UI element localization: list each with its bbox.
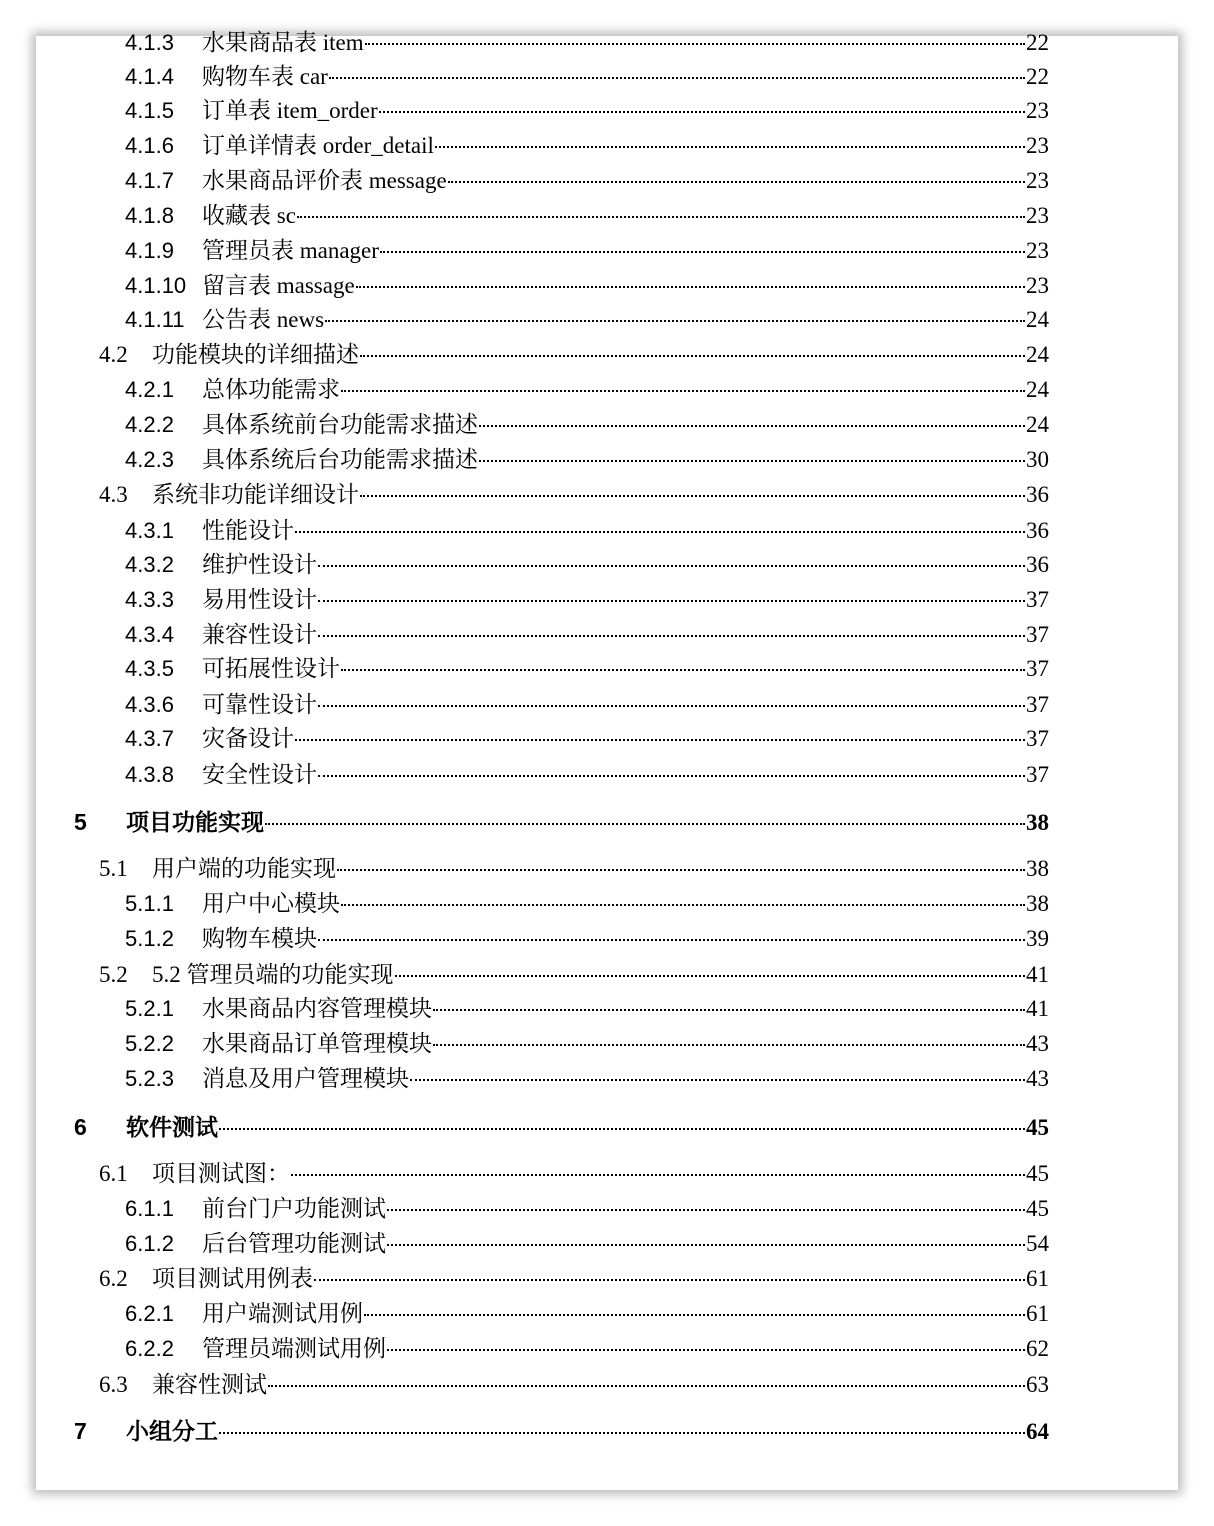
toc-entry-title: 水果商品表 item xyxy=(202,30,364,55)
toc-entry-4-3-6[interactable] xyxy=(125,690,1049,720)
toc-entry-title: 水果商品评价表 message xyxy=(202,168,447,193)
dot-leader xyxy=(341,669,1025,671)
toc-entry-page-number: 24 xyxy=(1026,377,1049,402)
toc-entry-page-number: 43 xyxy=(1026,1031,1049,1056)
dot-leader xyxy=(356,286,1025,288)
toc-entry-title: 公告表 news xyxy=(202,307,325,332)
dot-leader xyxy=(295,739,1025,741)
toc-entry-page-number: 41 xyxy=(1026,996,1049,1021)
dot-leader xyxy=(387,1349,1025,1351)
toc-entry-number: 5 xyxy=(74,809,87,835)
toc-entry-page-number: 36 xyxy=(1026,518,1049,543)
toc-entry-page-number: 38 xyxy=(1026,856,1049,881)
toc-entry-title: 小组分工 xyxy=(126,1419,218,1444)
toc-entry-title: 项目测试用例表 xyxy=(152,1266,313,1291)
toc-entry-title: 留言表 massage xyxy=(202,273,355,298)
toc-entry-page-number: 37 xyxy=(1026,726,1049,751)
toc-entry-number: 5.1.1 xyxy=(125,891,174,916)
toc-entry-page-number: 30 xyxy=(1026,447,1049,472)
toc-entry-page-number: 22 xyxy=(1026,30,1049,55)
toc-entry-4-2-1[interactable] xyxy=(125,375,1049,405)
toc-entry-page-number: 45 xyxy=(1026,1161,1049,1186)
dot-leader xyxy=(219,1432,1025,1434)
dot-leader xyxy=(318,565,1025,567)
toc-entry-number: 4.3.3 xyxy=(125,587,174,612)
toc-entry-number: 6.1.1 xyxy=(125,1196,174,1221)
toc-entry-6-1-1[interactable] xyxy=(125,1194,1049,1224)
toc-entry-number: 4.3 xyxy=(99,482,128,507)
toc-entry-page-number: 23 xyxy=(1026,168,1049,193)
toc-entry-page-number: 39 xyxy=(1026,926,1049,951)
toc-entry-4-1-4[interactable] xyxy=(125,62,1049,92)
toc-entry-number: 6.1.2 xyxy=(125,1231,174,1256)
toc-entry-number: 5.2 xyxy=(99,962,128,987)
toc-entry-5-2[interactable] xyxy=(99,960,1049,990)
toc-entry-5-1[interactable] xyxy=(99,854,1049,884)
toc-entry-number: 5.1 xyxy=(99,856,128,881)
toc-entry-page-number: 36 xyxy=(1026,482,1049,507)
dot-leader xyxy=(268,1385,1025,1387)
toc-entry-page-number: 64 xyxy=(1026,1419,1049,1444)
toc-entry-title: 后台管理功能测试 xyxy=(202,1231,386,1256)
dot-leader xyxy=(380,251,1025,253)
toc-entry-4-1-3[interactable] xyxy=(125,28,1049,58)
toc-entry-4-2-3[interactable] xyxy=(125,445,1049,475)
toc-entry-title: 消息及用户管理模块 xyxy=(202,1066,409,1091)
toc-entry-number: 4.2.2 xyxy=(125,412,174,437)
toc-entry-number: 4.3.4 xyxy=(125,622,174,647)
toc-entry-number: 6.3 xyxy=(99,1372,128,1397)
dot-leader xyxy=(295,531,1025,533)
toc-entry-number: 4.1.3 xyxy=(125,30,174,55)
toc-entry-number: 4.1.11 xyxy=(125,307,185,332)
toc-entry-6-2-2[interactable] xyxy=(125,1334,1049,1364)
toc-entry-page-number: 23 xyxy=(1026,203,1049,228)
toc-entry-title: 购物车模块 xyxy=(202,926,317,951)
toc-entry-title: 功能模块的详细描述 xyxy=(152,342,359,367)
toc-entry-6-2-1[interactable] xyxy=(125,1299,1049,1329)
toc-entry-number: 6.2.2 xyxy=(125,1336,174,1361)
toc-entry-page-number: 22 xyxy=(1026,64,1049,89)
toc-entry-number: 6 xyxy=(74,1114,87,1140)
toc-entry-4-2-2[interactable] xyxy=(125,410,1049,440)
toc-entry-6-3[interactable] xyxy=(99,1370,1049,1400)
toc-entry-page-number: 24 xyxy=(1026,342,1049,367)
toc-entry-page-number: 45 xyxy=(1026,1115,1049,1140)
toc-entry-4-3-2[interactable] xyxy=(125,550,1049,580)
dot-leader xyxy=(360,495,1025,497)
toc-entry-4-1-8[interactable] xyxy=(125,201,1049,231)
toc-entry-title: 维护性设计 xyxy=(202,552,317,577)
toc-entry-4-1-5[interactable] xyxy=(125,96,1049,126)
dot-leader xyxy=(325,320,1025,322)
toc-entry-page-number: 36 xyxy=(1026,552,1049,577)
dot-leader xyxy=(337,869,1025,871)
toc-entry-6[interactable] xyxy=(74,1112,1049,1142)
toc-entry-page-number: 61 xyxy=(1026,1266,1049,1291)
toc-entry-number: 5.2.3 xyxy=(125,1066,174,1091)
toc-entry-page-number: 37 xyxy=(1026,656,1049,681)
toc-entry-7[interactable] xyxy=(74,1416,1049,1446)
toc-entry-number: 5.2.1 xyxy=(125,996,174,1021)
toc-entry-number: 7 xyxy=(74,1418,87,1444)
toc-entry-title: 水果商品内容管理模块 xyxy=(202,996,432,1021)
toc-entry-title: 购物车表 car xyxy=(202,64,328,89)
toc-entry-page-number: 37 xyxy=(1026,587,1049,612)
toc-entry-title: 水果商品订单管理模块 xyxy=(202,1031,432,1056)
toc-entry-number: 4.2.3 xyxy=(125,447,174,472)
toc-entry-4-3-5[interactable] xyxy=(125,654,1049,684)
dot-leader xyxy=(360,355,1025,357)
toc-entry-4-1-9[interactable] xyxy=(125,236,1049,266)
toc-entry-title: 管理员表 manager xyxy=(202,238,379,263)
toc-entry-title: 用户端的功能实现 xyxy=(152,856,336,881)
toc-entry-number: 4.1.10 xyxy=(125,273,187,298)
dot-leader xyxy=(291,1174,1025,1176)
dot-leader xyxy=(433,1009,1025,1011)
toc-entry-page-number: 62 xyxy=(1026,1336,1049,1361)
toc-entry-title: 收藏表 sc xyxy=(202,203,296,228)
toc-entry-title: 灾备设计 xyxy=(202,726,294,751)
toc-entry-page-number: 24 xyxy=(1026,307,1049,332)
dot-leader xyxy=(435,146,1025,148)
toc-entry-title: 软件测试 xyxy=(126,1115,218,1140)
dot-leader xyxy=(318,635,1025,637)
dot-leader xyxy=(329,77,1025,79)
toc-entry-page-number: 54 xyxy=(1026,1231,1049,1256)
toc-entry-title: 前台门户功能测试 xyxy=(202,1196,386,1221)
toc-entry-page-number: 41 xyxy=(1026,962,1049,987)
toc-entry-4-2[interactable] xyxy=(99,340,1049,370)
toc-entry-number: 4.1.7 xyxy=(125,168,174,193)
toc-entry-number: 4.2.1 xyxy=(125,377,174,402)
dot-leader xyxy=(318,705,1025,707)
toc-entry-title: 具体系统前台功能需求描述 xyxy=(202,412,478,437)
toc-entry-page-number: 38 xyxy=(1026,810,1049,835)
toc-entry-title: 订单表 item_order xyxy=(202,98,378,123)
toc-entry-page-number: 45 xyxy=(1026,1196,1049,1221)
toc-entry-6-1-2[interactable] xyxy=(125,1229,1049,1259)
toc-entry-number: 5.2.2 xyxy=(125,1031,174,1056)
toc-entry-page-number: 23 xyxy=(1026,273,1049,298)
toc-entry-page-number: 43 xyxy=(1026,1066,1049,1091)
dot-leader xyxy=(265,823,1025,825)
dot-leader xyxy=(219,1128,1025,1130)
dot-leader xyxy=(364,1314,1025,1316)
toc-entry-title: 安全性设计 xyxy=(202,762,317,787)
toc-entry-page-number: 23 xyxy=(1026,98,1049,123)
toc-entry-4-3-8[interactable] xyxy=(125,760,1049,790)
toc-entry-number: 4.1.4 xyxy=(125,64,174,89)
toc-entry-4-1-11[interactable] xyxy=(125,305,1049,335)
dot-leader xyxy=(365,43,1025,45)
toc-entry-title: 项目功能实现 xyxy=(126,810,264,835)
dot-leader xyxy=(433,1044,1025,1046)
toc-entry-4-1-7[interactable] xyxy=(125,166,1049,196)
dot-leader xyxy=(479,460,1025,462)
dot-leader xyxy=(297,216,1025,218)
toc-entry-number: 4.1.5 xyxy=(125,98,174,123)
toc-entry-number: 4.3.1 xyxy=(125,518,174,543)
toc-entry-5-2-3[interactable] xyxy=(125,1064,1049,1094)
toc-entry-page-number: 37 xyxy=(1026,622,1049,647)
dot-leader xyxy=(341,390,1025,392)
dot-leader xyxy=(379,111,1025,113)
toc-entry-number: 4.1.6 xyxy=(125,133,174,158)
toc-entry-title: 具体系统后台功能需求描述 xyxy=(202,447,478,472)
toc-entry-page-number: 37 xyxy=(1026,692,1049,717)
toc-entry-4-3-7[interactable] xyxy=(125,724,1049,754)
dot-leader xyxy=(318,775,1025,777)
toc-entry-number: 4.1.8 xyxy=(125,203,174,228)
toc-entry-title: 用户中心模块 xyxy=(202,891,340,916)
toc-entry-number: 4.1.9 xyxy=(125,238,174,263)
toc-entry-title: 兼容性设计 xyxy=(202,622,317,647)
toc-entry-title: 管理员端测试用例 xyxy=(202,1336,386,1361)
toc-entry-number: 4.2 xyxy=(99,342,128,367)
toc-entry-5-2-1[interactable] xyxy=(125,994,1049,1024)
dot-leader xyxy=(387,1209,1025,1211)
toc-entry-number: 6.1 xyxy=(99,1161,128,1186)
toc-entry-number: 6.2.1 xyxy=(125,1301,174,1326)
toc-entry-title: 5.2 管理员端的功能实现 xyxy=(152,962,394,987)
toc-entry-number: 5.1.2 xyxy=(125,926,174,951)
toc-entry-4-3-4[interactable] xyxy=(125,620,1049,650)
toc-entry-title: 可靠性设计 xyxy=(202,692,317,717)
toc-entry-5-1-2[interactable] xyxy=(125,924,1049,954)
toc-entry-title: 易用性设计 xyxy=(202,587,317,612)
toc-entry-page-number: 38 xyxy=(1026,891,1049,916)
toc-entry-page-number: 24 xyxy=(1026,412,1049,437)
toc-entry-4-3[interactable] xyxy=(99,480,1049,510)
toc-entry-number: 6.2 xyxy=(99,1266,128,1291)
document-page xyxy=(36,30,1178,1490)
toc-entry-number: 4.3.7 xyxy=(125,726,174,751)
dot-leader xyxy=(341,904,1025,906)
dot-leader xyxy=(318,600,1025,602)
toc-entry-4-1-6[interactable] xyxy=(125,131,1049,161)
toc-entry-page-number: 23 xyxy=(1026,238,1049,263)
toc-entry-4-1-10[interactable] xyxy=(125,271,1049,301)
toc-entry-title: 总体功能需求 xyxy=(202,377,340,402)
toc-entry-5[interactable] xyxy=(74,807,1049,837)
toc-entry-title: 项目测试图： xyxy=(152,1161,290,1186)
toc-entry-title: 用户端测试用例 xyxy=(202,1301,363,1326)
toc-entry-4-3-3[interactable] xyxy=(125,585,1049,615)
toc-entry-5-1-1[interactable] xyxy=(125,889,1049,919)
toc-entry-number: 4.3.8 xyxy=(125,762,174,787)
dot-leader xyxy=(395,975,1026,977)
toc-entry-page-number: 63 xyxy=(1026,1372,1049,1397)
toc-entry-6-2[interactable] xyxy=(99,1264,1049,1294)
dot-leader xyxy=(314,1279,1025,1281)
toc-entry-page-number: 23 xyxy=(1026,133,1049,158)
toc-entry-title: 系统非功能详细设计 xyxy=(152,482,359,507)
toc-entry-title: 订单详情表 order_detail xyxy=(202,133,434,158)
toc-entry-page-number: 61 xyxy=(1026,1301,1049,1326)
toc-entry-page-number: 37 xyxy=(1026,762,1049,787)
toc-entry-6-1[interactable] xyxy=(99,1159,1049,1189)
toc-entry-number: 4.3.5 xyxy=(125,656,174,681)
dot-leader xyxy=(479,425,1025,427)
toc-entry-number: 4.3.2 xyxy=(125,552,174,577)
dot-leader xyxy=(387,1244,1025,1246)
toc-entry-5-2-2[interactable] xyxy=(125,1029,1049,1059)
toc-entry-title: 可拓展性设计 xyxy=(202,656,340,681)
toc-entry-title: 兼容性测试 xyxy=(152,1372,267,1397)
toc-entry-4-3-1[interactable] xyxy=(125,516,1049,546)
dot-leader xyxy=(448,181,1025,183)
toc-entry-title: 性能设计 xyxy=(202,518,294,543)
toc-entry-number: 4.3.6 xyxy=(125,692,174,717)
dot-leader xyxy=(410,1079,1025,1081)
dot-leader xyxy=(318,939,1025,941)
